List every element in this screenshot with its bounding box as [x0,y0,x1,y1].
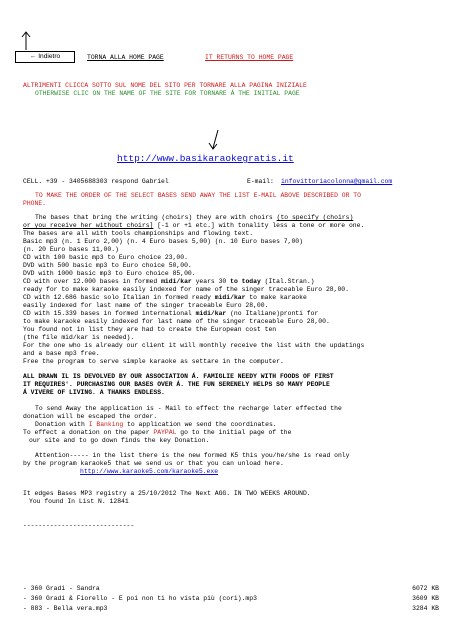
file-row [23,595,439,603]
body-text: (Ital.Stran.) [260,278,315,285]
file-name: - 883 - Bella vera.mp3 [23,605,108,612]
karaoke5-download-link[interactable]: http://www.karaoke5.com/karaoke5.exe [80,468,219,475]
site-link[interactable]: http://www.basikaraokegratis.it [117,153,294,164]
body-line-17: For the one who is already our client it will monthly receive the list with the updatings [23,342,365,349]
body-text: (no Italiane)pronti for [226,310,319,317]
body-line-7: DVD with 500 basic mp3 to Euro choice 50,00. [23,262,192,269]
paypal-text: PAYPAL [153,429,177,436]
email-link[interactable]: infovittoriacolonna@gmail.com [281,178,393,185]
association-line-2: IT REQUIRES'. PURCHASING OUR BASES OVER Á. THE FUN SERENELY HELPS SO MANY PEOPLE [23,381,330,388]
ibanking-text: I Banking [88,421,124,428]
body-text: CD with over 12.000 bases in formed [23,278,162,285]
separator-line: ----------------------------- [23,522,135,529]
back-arrow-icon: ← [29,53,37,60]
body-line-5: (n. 20 Euro bases 11,00.) [23,246,119,253]
donation-line-5: our site and to go down finds the key Donation. [29,437,210,444]
body-text-bold: midi/kar [161,278,192,285]
registry-line-2: You found In List N. 12841 [29,498,129,505]
body-line-10: ready for to make karaoke easily indexed for name of the singer traceable Euro 28,00. [23,286,349,293]
attention-line-2: by the program karaoke5 that we send us or that you can unload here. [23,460,284,467]
body-line-9 [23,278,315,286]
body-line-6: CD with 100 basic mp3 to Euro choice 23,00. [23,254,188,261]
body-line-1 [35,214,353,222]
body-text-bold: midi/kar [195,310,227,317]
donation-line-3 [35,421,277,429]
donation-text: to application we send the coordinates. [123,421,277,428]
body-text: to make karaoke [245,294,307,301]
body-line-2 [23,222,364,230]
body-line-14: to make karaoke easily indexed for last name of the singer traceable Euro 28,00. [23,318,330,325]
body-text: CD with 15.339 bases in formed international [23,310,196,317]
body-line-11 [23,294,307,302]
body-text: The bases that bring the writing (choirs) they are with choirs [35,214,277,221]
up-arrow-icon [21,30,31,50]
body-line-19: Free the program to serve simple karaoke as settare in the computer. [23,358,284,365]
down-arrow-icon [208,130,224,152]
file-size: 3609 KB [412,595,439,602]
donation-text: go to the initial page of the [176,429,292,436]
body-text-underlined: (to specify (choirs) [276,214,354,221]
body-text-bold: midi/kar [214,294,246,301]
home-link-italian[interactable]: TORNA ALLA HOME PAGE [87,54,164,61]
body-text: years 30 [191,278,231,285]
donation-text: Donation with [35,421,89,428]
donation-line-4 [23,429,291,437]
association-line-3: Á VIVERE OF LIVING. A THANKS ENDLESS. [23,389,165,396]
registry-line-1: It edges Bases MP3 registry a 25/10/2012 The Next AGG. IN TWO WEEKS AROUND. [23,490,311,497]
body-text: [-1 or +1 etc.] with tonality less a tone or more one. [153,222,365,229]
file-name: - 360 Gradi & Fiorello - E poi non ti ho vista più (cori).mp3 [23,595,257,602]
body-line-3: The bases are all with tools championships and flowing text. [23,230,254,237]
file-row [23,605,439,613]
donation-line-2: donation will be escaped the order. [23,413,158,420]
body-line-13 [23,310,318,318]
donation-line-1: To send Away the application is - Mail to effect the recharge later effected the [35,405,342,412]
home-link-english[interactable]: IT RETURNS TO HOME PAGE [205,54,294,61]
back-button-label: Indietro [38,53,61,60]
body-line-16: (the file mid/kar is needed). [23,334,135,341]
body-text-bold: to today [230,278,261,285]
order-line-1: TO MAKE THE ORDER OF THE SELECT BASES SEND AWAY THE LIST E-MAIL ABOVE DESCRIBED OR TO [35,192,361,199]
phone-contact: CELL. +39 - 3405688303 respond Gabriel [23,178,169,185]
email-label: E-mail: [247,178,274,185]
body-line-4: Basic mp3 (n. 1 Euro 2,00) (n. 4 Euro bases 5,00) (n. 10 Euro bases 7,00) [23,238,303,245]
file-row [23,585,439,593]
donation-text: To effect a donation on the paper [23,429,154,436]
body-line-18: and a base mp3 free. [23,350,100,357]
attention-line-1: Attention----- in the list there is the new formed K5 this you/he/she is read only [35,452,350,459]
body-line-12: easily indexed for last name of the singer traceable Euro 28,00. [23,302,269,309]
order-line-2: PHONE. [23,200,47,207]
file-size: 6072 KB [412,585,439,592]
association-line-1: ALL DRAWN IL IS DEVOLVED BY OUR ASSOCIATION Á. FAMIGLIE NEEDY WITH FOODS OF FIRST [23,373,334,380]
back-button[interactable] [15,51,75,63]
body-line-8: DVD with 1000 basic mp3 to Euro choice 85,00. [23,270,196,277]
body-text: CD with 12.686 basic solo Italian in formed ready [23,294,215,301]
file-name: - 360 Gradi - Sandra [23,585,100,592]
file-size: 3284 KB [412,605,439,612]
intro-english: OTHERWISE CLIC ON THE NAME OF THE SITE FOR TORNARE Á THE INITIAL PAGE [35,90,300,97]
body-text-underlined: or you receive her without choirs] [23,222,154,229]
intro-italian: ALTRIMENTI CLICCA SOTTO SUL NOME DEL SITO PER TORNARE ALLA PAGINA INIZIALE [23,82,307,89]
body-line-15: You found not in list they are had to create the European cost ten [23,326,277,333]
